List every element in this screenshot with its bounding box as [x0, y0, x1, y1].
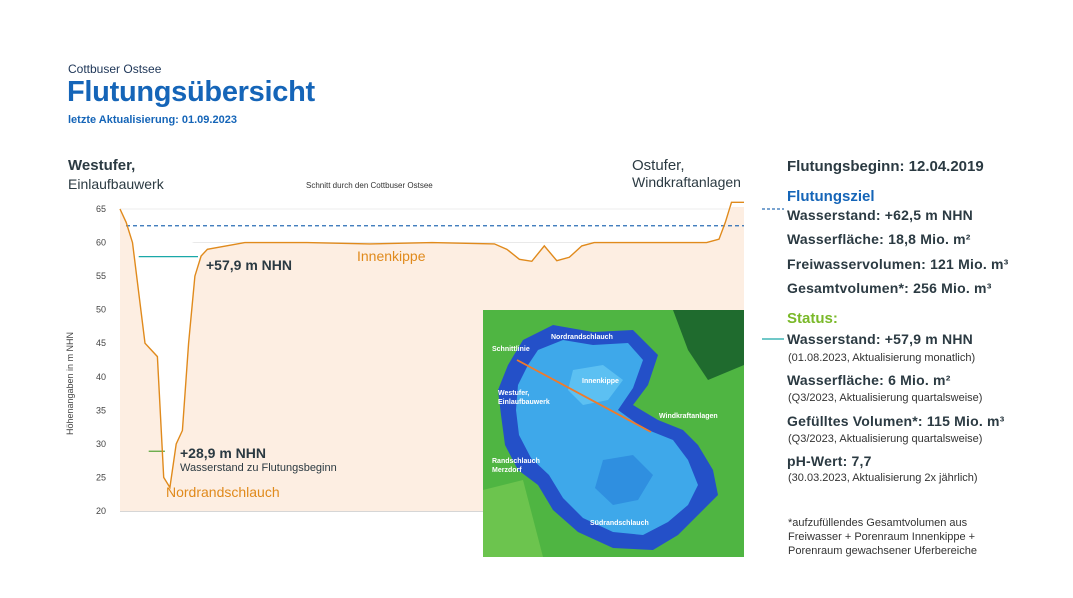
flooding-start: Flutungsbeginn: 12.04.2019 — [787, 158, 984, 175]
target-water-area: Wasserfläche: 18,8 Mio. m² — [787, 231, 971, 247]
status-ph: pH-Wert: 7,7 — [787, 453, 872, 469]
page-title: Flutungsübersicht — [67, 76, 315, 108]
y-axis-ticks — [96, 204, 106, 516]
y-axis-label: Höhenangaben in m NHN — [65, 331, 75, 435]
section-caption: Schnitt durch den Cottbuser Ostsee — [306, 181, 433, 190]
east-shore-sublabel: Windkraftanlagen — [632, 174, 741, 190]
map-label-einlaufbauwerk: Einlaufbauwerk — [498, 399, 550, 406]
subtitle-location: Cottbuser Ostsee — [68, 62, 162, 76]
y-tick-label: 65 — [95, 204, 106, 214]
target-water-level: Wasserstand: +62,5 m NHN — [787, 207, 973, 223]
footnote-line-2: Freiwasser + Porenraum Innenkippe + — [788, 531, 976, 543]
west-shore-label: Westufer, — [68, 157, 136, 174]
map-label-nordrand: Nordrandschlauch — [551, 334, 613, 341]
nordrandschlauch-annotation: Nordrandschlauch — [166, 484, 280, 500]
target-header: Flutungsziel — [787, 188, 875, 205]
east-shore-label: Ostufer, — [632, 157, 685, 174]
y-tick-label: 45 — [95, 338, 106, 349]
target-legend-swatch — [762, 206, 784, 212]
status-water-area: Wasserfläche: 6 Mio. m² — [787, 372, 951, 388]
target-free-water-volume: Freiwasservolumen: 121 Mio. m³ — [787, 256, 1009, 272]
status-legend-swatch — [762, 336, 784, 342]
status-filled-volume: Gefülltes Volumen*: 115 Mio. m³ — [787, 413, 1005, 429]
map-label-windkraft: Windkraftanlagen — [659, 413, 718, 420]
footnote-line-3: Porenraum gewachsener Uferbereiche — [788, 545, 977, 557]
map-label-westufer: Westufer, — [498, 390, 530, 397]
status-filled-volume-note: (Q3/2023, Aktualisierung quartalsweise) — [788, 433, 983, 445]
y-tick-label: 35 — [95, 405, 106, 416]
last-updated: letzte Aktualisierung: 01.09.2023 — [68, 114, 237, 126]
map-label-randschlauch: Randschlauch — [492, 458, 540, 465]
target-total-volume: Gesamtvolumen*: 256 Mio. m³ — [787, 280, 992, 296]
y-tick-label: 60 — [95, 237, 106, 248]
west-shore-sublabel: Einlaufbauwerk — [68, 176, 164, 192]
status-water-level: Wasserstand: +57,9 m NHN — [787, 331, 973, 347]
status-water-area-note: (Q3/2023, Aktualisierung quartalsweise) — [788, 392, 983, 404]
current-level-annotation: +57,9 m NHN — [206, 257, 292, 273]
map-label-suedrand: Südrandschlauch — [590, 520, 649, 527]
y-tick-label: 30 — [95, 438, 106, 449]
y-tick-label: 25 — [95, 472, 106, 483]
y-tick-label: 55 — [95, 271, 106, 282]
map-label-innenkippe: Innenkippe — [582, 378, 619, 385]
footnote-line-1: *aufzufüllendes Gesamtvolumen aus — [788, 517, 968, 529]
map-label-schnittlinie: Schnittlinie — [492, 346, 530, 353]
start-level-note: Wasserstand zu Flutungsbeginn — [180, 462, 337, 474]
y-tick-label: 50 — [95, 304, 106, 315]
y-tick-label: 20 — [95, 506, 106, 516]
innenkippe-annotation: Innenkippe — [357, 248, 426, 264]
map-label-merzdorf: Merzdorf — [492, 467, 522, 474]
start-level-annotation: +28,9 m NHN — [180, 445, 266, 461]
y-tick-label: 40 — [95, 371, 106, 382]
status-water-level-note: (01.08.2023, Aktualisierung monatlich) — [788, 352, 976, 364]
status-ph-note: (30.03.2023, Aktualisierung 2x jährlich) — [788, 472, 978, 484]
status-header: Status: — [787, 310, 838, 327]
lake-map — [483, 310, 744, 557]
